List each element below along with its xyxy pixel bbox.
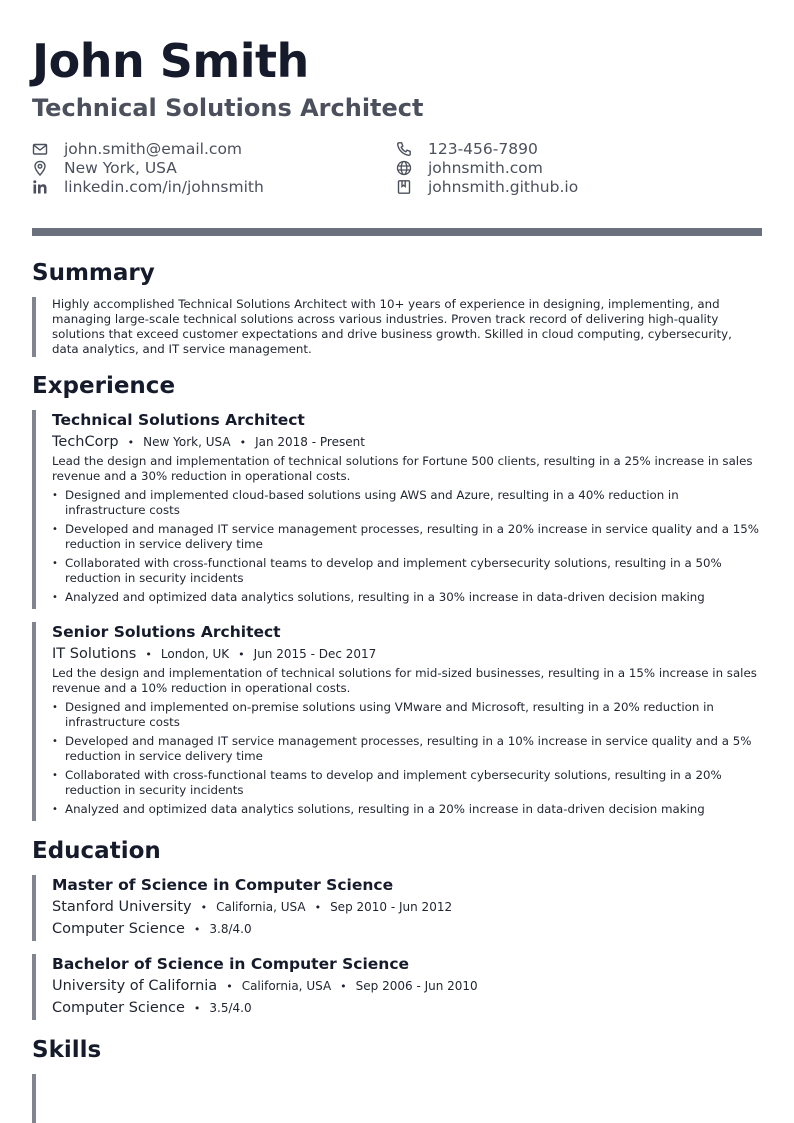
section-title-experience: Experience <box>32 373 176 399</box>
experience-item <box>32 410 762 609</box>
gpa: 3.8/4.0 <box>209 922 252 936</box>
field-of-study: Computer Science <box>52 1000 185 1016</box>
field-of-study: Computer Science <box>52 921 185 937</box>
separator-dot: • <box>145 648 152 661</box>
job-bullet: • Designed and implemented on-premise solutions using VMware and Microsoft, resulting in a 20% reduction in infrastructure costs <box>52 700 762 730</box>
separator-dot: • <box>127 436 135 449</box>
section-title-summary: Summary <box>32 260 155 286</box>
education-item <box>32 875 762 941</box>
job-description: Lead the design and implementation of technical solutions for Fortune 500 clients, resulting in a 25% increase in sales revenue and a 30% reduction in operational costs. <box>52 454 753 483</box>
separator-dot: • <box>200 901 208 914</box>
company-name: TechCorp <box>52 434 119 450</box>
location-text: New York, USA <box>64 158 177 177</box>
separator-dot: • <box>239 436 247 449</box>
job-bullet: • Developed and managed IT service management processes, resulting in a 20% increase in service quality and a 15% reduction in service delivery time <box>52 522 762 552</box>
separator-dot: • <box>238 648 245 661</box>
job-bullet: • Developed and managed IT service management processes, resulting in a 10% increase in service quality and a 5% reduction in service delivery time <box>52 734 762 764</box>
job-title: Senior Solutions Architect <box>52 623 281 641</box>
candidate-name: John Smith <box>32 34 309 88</box>
job-bullets <box>52 700 762 817</box>
school-location: California, USA <box>216 900 306 914</box>
degree-title: Bachelor of Science in Computer Science <box>52 955 410 973</box>
contact-email[interactable] <box>32 139 242 158</box>
school-name: University of California <box>52 978 218 994</box>
job-bullet: • Analyzed and optimized data analytics solutions, resulting in a 20% increase in data-driven decision making <box>52 802 762 817</box>
school-name: Stanford University <box>52 899 192 915</box>
job-dates: Jan 2018 - Present <box>255 435 365 449</box>
phone-text: 123-456-7890 <box>428 139 538 158</box>
education-meta <box>52 977 762 996</box>
job-bullet: • Collaborated with cross-functional teams to develop and implement cybersecurity solutions, resulting in a 20% reduction in security incidents <box>52 768 762 798</box>
portfolio-book-icon <box>396 179 412 195</box>
education-dates: Sep 2010 - Jun 2012 <box>330 900 453 914</box>
job-description: Led the design and implementation of technical solutions for mid-sized businesses, resulting in a 15% increase in sales revenue and a 10% reduction in operational costs. <box>52 666 757 695</box>
summary-text: Highly accomplished Technical Solutions Architect with 10+ years of experience in designing, implementing, and managing large-scale technical solutions across various industries. Proven track record of delivering high-quality solutions that exceed customer expectations and drive business growth. Skilled in cloud computing, cybersecurity, data analytics, and IT service management. <box>52 297 732 356</box>
separator-dot: • <box>193 1002 201 1015</box>
summary-block <box>32 297 762 357</box>
job-location: London, UK <box>160 647 230 661</box>
globe-icon <box>396 160 412 176</box>
job-location: New York, USA <box>143 435 231 449</box>
job-dates: Jun 2015 - Dec 2017 <box>253 647 377 661</box>
email-text: john.smith@email.com <box>64 139 243 158</box>
separator-dot: • <box>193 923 201 936</box>
candidate-role: Technical Solutions Architect <box>32 94 424 122</box>
website-text: johnsmith.com <box>428 158 543 177</box>
job-bullets <box>52 488 762 605</box>
header-divider <box>32 228 762 236</box>
github-text: johnsmith.github.io <box>428 177 579 196</box>
experience-item <box>32 622 762 821</box>
job-meta <box>52 433 762 452</box>
school-location: California, USA <box>241 979 332 993</box>
job-title: Technical Solutions Architect <box>52 411 305 429</box>
education-field-row <box>52 999 762 1018</box>
education-meta <box>52 898 762 917</box>
education-dates: Sep 2006 - Jun 2010 <box>355 979 478 993</box>
degree-title: Master of Science in Computer Science <box>52 876 394 894</box>
contact-location <box>32 158 177 177</box>
contact-github[interactable] <box>396 177 578 196</box>
linkedin-icon <box>32 179 48 195</box>
contact-website[interactable] <box>396 158 543 177</box>
location-pin-icon <box>32 160 48 176</box>
job-bullet: • Designed and implemented cloud-based solutions using AWS and Azure, resulting in a 40% reduction in infrastructure costs <box>52 488 762 518</box>
skills-block <box>32 1074 762 1123</box>
education-item <box>32 954 762 1020</box>
job-bullet: • Analyzed and optimized data analytics solutions, resulting in a 30% increase in data-driven decision making <box>52 590 762 605</box>
company-name: IT Solutions <box>52 646 137 662</box>
linkedin-text: linkedin.com/in/johnsmith <box>64 177 264 196</box>
separator-dot: • <box>226 980 233 993</box>
section-title-skills: Skills <box>32 1037 102 1063</box>
contact-phone[interactable] <box>396 139 538 158</box>
section-title-education: Education <box>32 838 161 864</box>
job-meta <box>52 645 762 664</box>
mail-icon <box>32 141 48 157</box>
education-field-row <box>52 920 762 939</box>
contact-linkedin[interactable] <box>32 177 264 196</box>
phone-icon <box>396 141 412 157</box>
job-bullet: • Collaborated with cross-functional teams to develop and implement cybersecurity solutions, resulting in a 50% reduction in security incidents <box>52 556 762 586</box>
gpa: 3.5/4.0 <box>209 1001 252 1015</box>
separator-dot: • <box>340 980 347 993</box>
separator-dot: • <box>314 901 322 914</box>
